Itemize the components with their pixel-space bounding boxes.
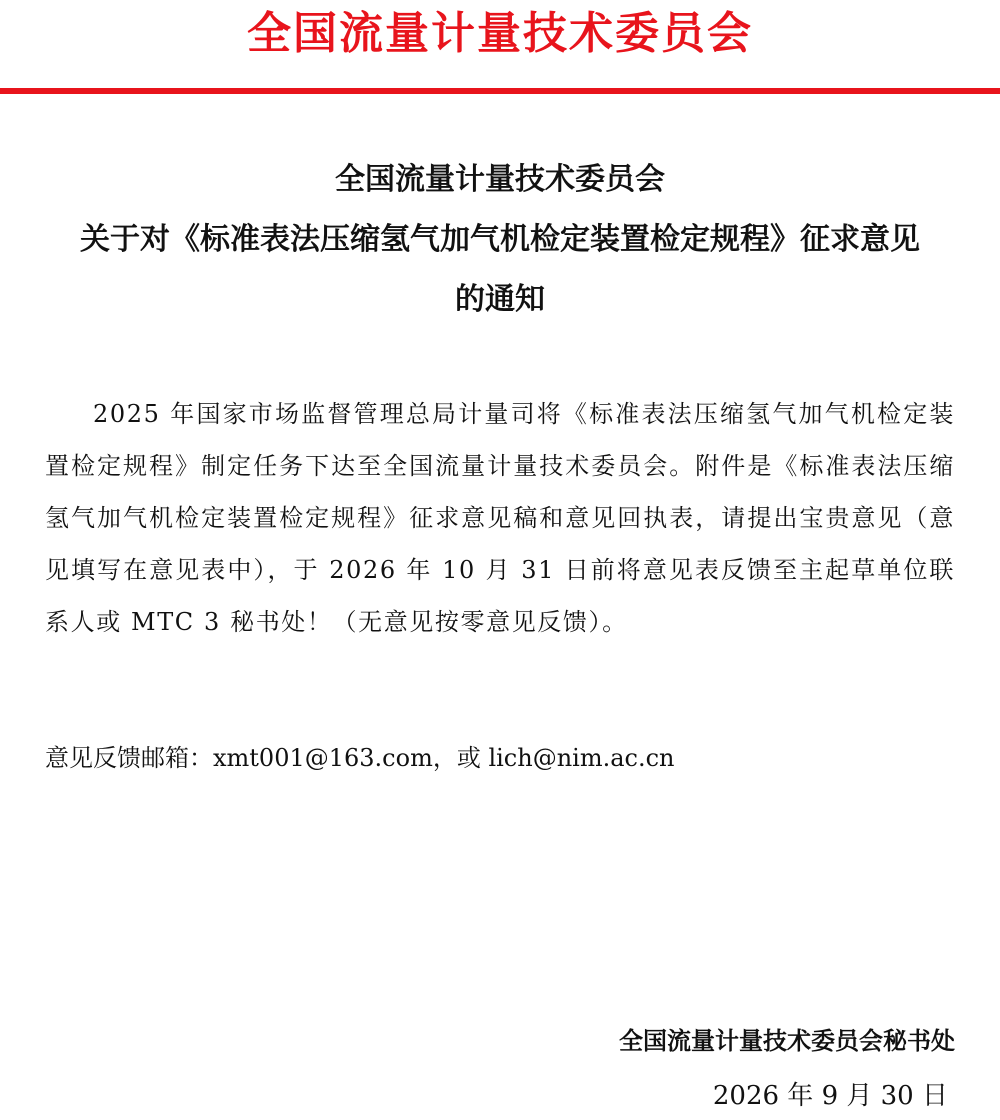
letterhead-red-rule — [0, 88, 1000, 94]
issue-date: 2026 年 9 月 30 日 — [712, 1081, 948, 1111]
letterhead-title: 全国流量计量技术委员会 — [247, 8, 753, 59]
issuer-signature: 全国流量计量技术委员会秘书处 — [619, 1027, 955, 1055]
notice-title — [0, 150, 1000, 330]
notice-title-line-3: 的通知 — [455, 282, 545, 317]
notice-title-line-1: 全国流量计量技术委员会 — [335, 162, 665, 197]
feedback-email-line: 意见反馈邮箱：xmt001@163.com，或 lich@nim.ac.cn — [45, 744, 675, 772]
notice-body-paragraph: 2025 年国家市场监督管理总局计量司将《标准表法压缩氢气加气机检定装置检定规程》制定任务下达至全国流量计量技术委员会。附件是《标准表法压缩氢气加气机检定装置检定规程》征求意见稿和意见回执表，请提出宝贵意见（意见填写在意见表中），于 2026 年 10 月 31 日前将意见表反馈至主起草单位联系人或 MTC 3 秘书处！（无意见按零意见反馈）。 — [45, 400, 955, 636]
notice-title-line-2: 关于对《标准表法压缩氢气加气机检定装置检定规程》征求意见 — [80, 222, 920, 257]
